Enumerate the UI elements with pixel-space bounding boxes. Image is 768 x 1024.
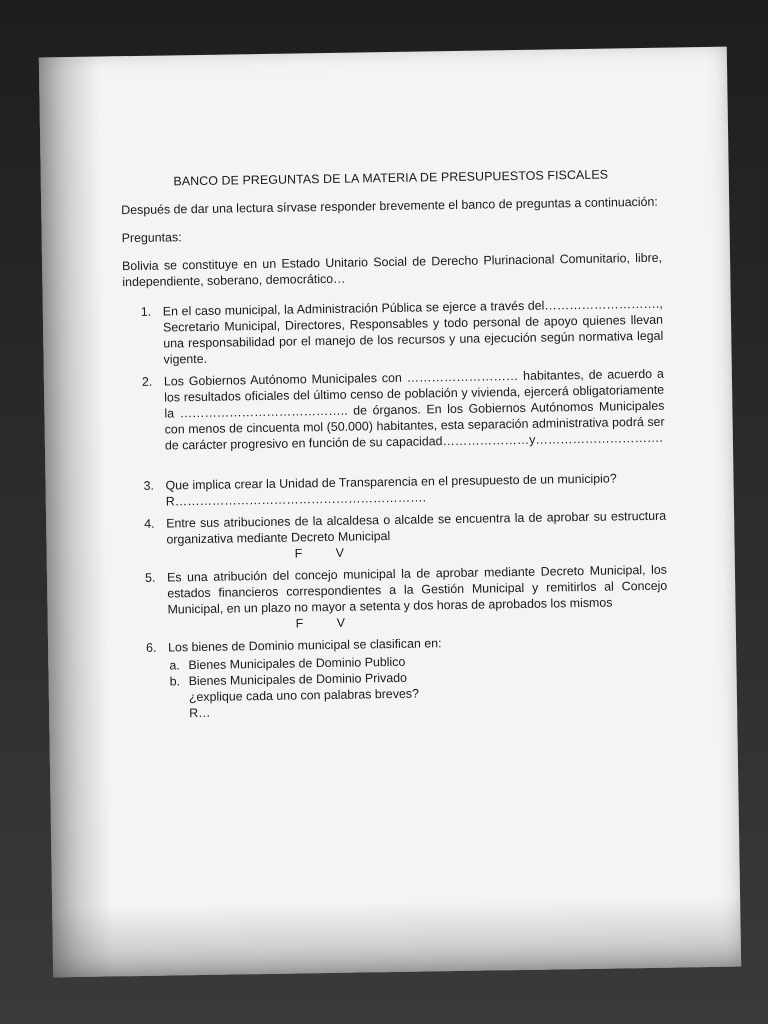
question-text: Entre sus atribuciones de la alcaldesa o alcalde se encuentra la de aprobar su estructura organizativa mediante Decreto Municipal <box>166 508 667 547</box>
question-number: 2. <box>141 374 153 389</box>
sub-item-letter: b. <box>169 674 181 689</box>
question-text: Que implica crear la Unidad de Transparencia en el presupuesto de un municipio? <box>165 471 617 493</box>
answer-line: R……………………………………………………. <box>165 490 427 509</box>
question-list <box>123 296 669 722</box>
spacer <box>165 452 665 472</box>
bottom-shadow <box>52 897 741 978</box>
question-text: Los bienes de Dominio municipal se clasifican en: <box>167 636 442 655</box>
true-false-options: F V <box>295 615 346 631</box>
preamble-paragraph: Bolivia se constituye en un Estado Unitario Social de Derecho Plurinacional Comunitario, libre, independiente, soberano, democrático… <box>121 250 663 290</box>
followup-question: ¿explique cada uno con palabras breves? <box>188 686 420 705</box>
true-false-options: F V <box>294 545 345 561</box>
question-item-4 <box>144 508 667 564</box>
question-number: 1. <box>140 304 152 319</box>
sub-item-letter: a. <box>169 658 180 673</box>
question-number: 6. <box>145 640 157 655</box>
question-item-2 <box>141 366 665 454</box>
sub-item-text: Bienes Municipales de Dominio Privado <box>188 670 408 689</box>
paper-sheet <box>39 47 741 978</box>
question-item-1 <box>140 296 664 368</box>
question-number: 4. <box>144 516 155 531</box>
question-number: 3. <box>143 478 155 493</box>
left-shadow <box>39 57 113 978</box>
question-item-6 <box>145 632 669 722</box>
question-text: Los Gobiernos Autónomo Municipales con ……………………… habitantes, de acuerdo a los resultados oficiales del último censo de población y vivienda, ejercerá obligatoriamente la ………………………………….. de órganos. En los Gobiernos Autónomos Municipales con menos de cincuenta mol (50.000) habitantes, esta separación administrativa podrá ser de carácter progresivo en función de su capacidad…………………y…………………………. <box>163 366 665 453</box>
answer-line: R… <box>189 705 211 721</box>
question-item-5 <box>144 562 668 634</box>
sub-item-text: Bienes Municipales de Dominio Publico <box>188 654 406 673</box>
question-item-3 <box>143 470 665 510</box>
document-content <box>121 166 670 728</box>
question-text: En el caso municipal, la Administración Pública se ejerce a través del………………………., Secretario Municipal, Directores, Responsables y todo personal de apoyo quienes llevan una responsabilidad por el manejo de los recursos y una ejecución según normativa legal vigente. <box>162 296 664 367</box>
questions-label: Preguntas: <box>121 230 182 246</box>
question-number: 5. <box>144 570 156 585</box>
document-intro: Después de dar una lectura sírvase responder brevemente el banco de preguntas a continuación: <box>121 194 658 218</box>
document-title: BANCO DE PREGUNTAS DE LA MATERIA DE PRESUPUESTOS FISCALES <box>173 167 609 189</box>
question-text: Es una atribución del concejo municipal la de aprobar mediante Decreto Municipal, los estados financieros correspondientes a la Gestión Municipal y remitirlos al Concejo Municipal, en un plazo no mayor a setenta y dos horas de aprobados los mismos <box>166 562 668 617</box>
